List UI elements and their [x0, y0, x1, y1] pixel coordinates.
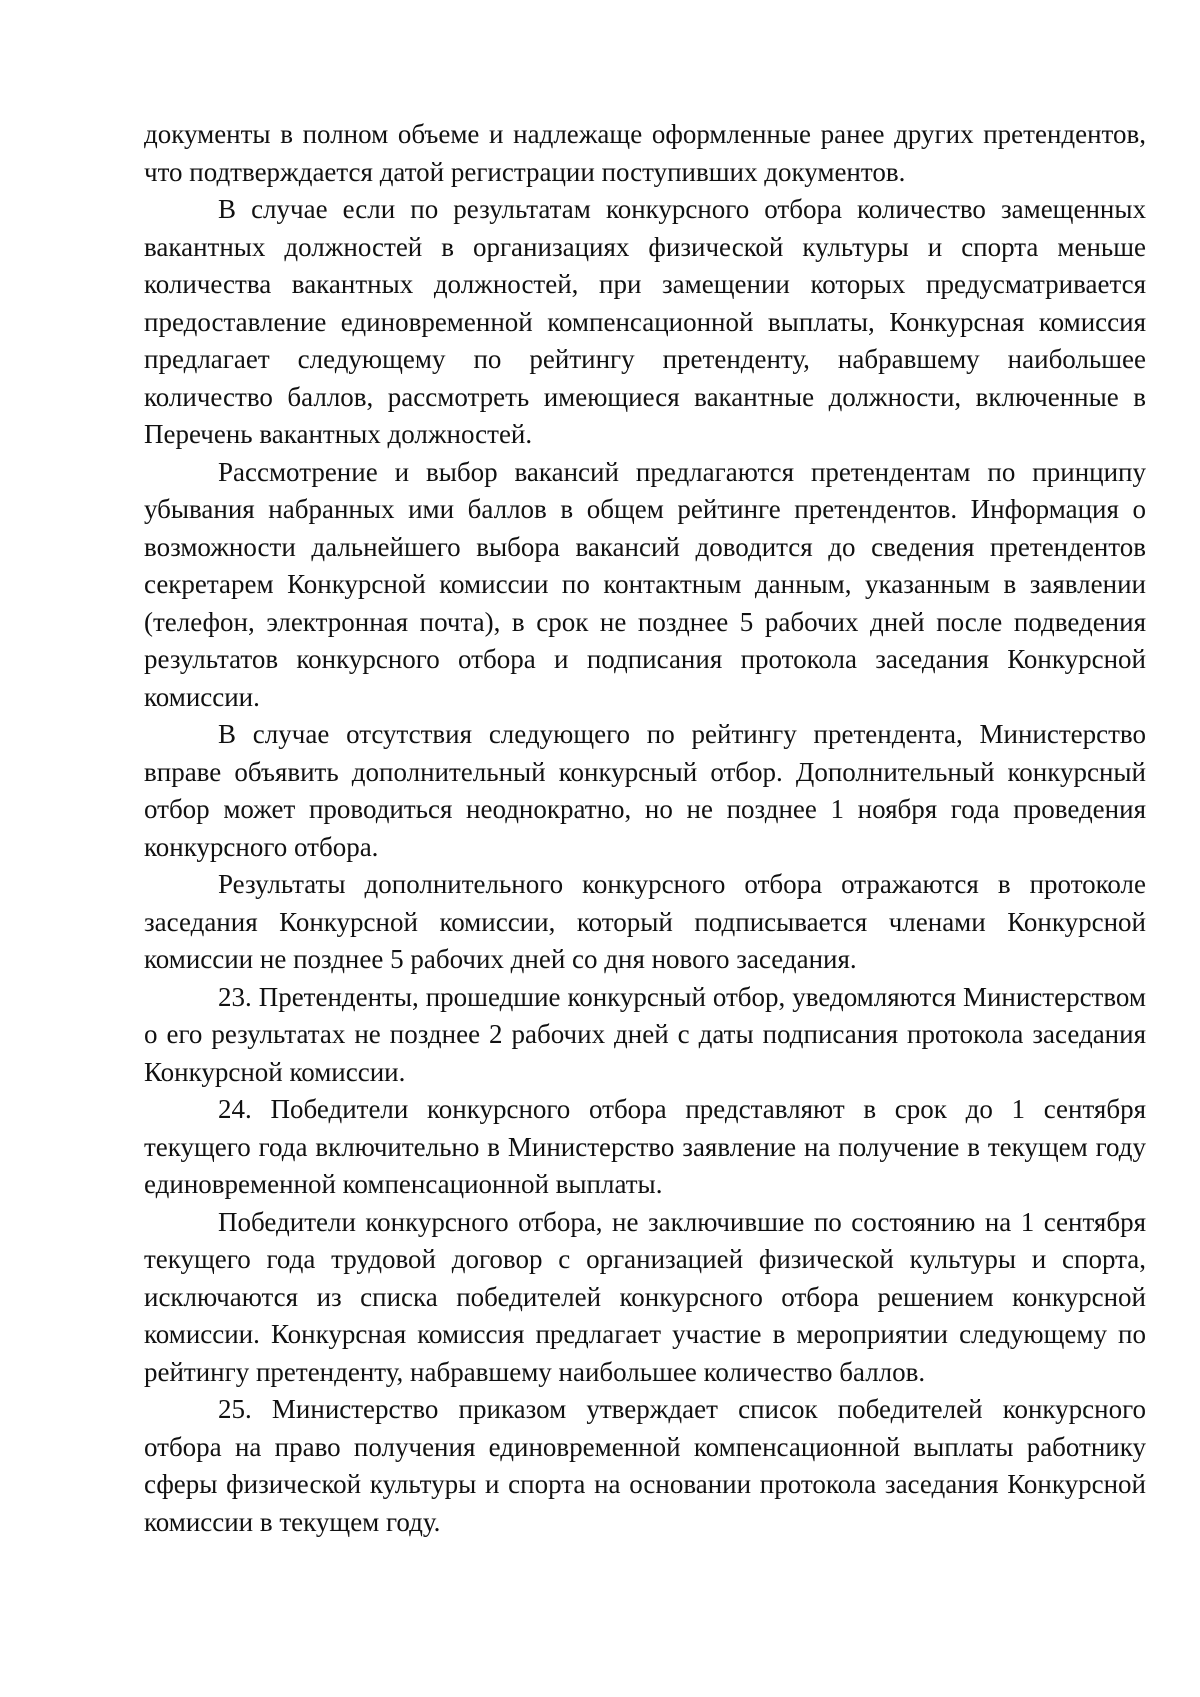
paragraph-continuation: документы в полном объеме и надлежаще оформленные ранее других претендентов, что подтверждается датой регистрации поступивших документов.	[144, 119, 1146, 187]
paragraph-additional-results: Результаты дополнительного конкурсного отбора отражаются в протоколе заседания Конкурсной комиссии, который подписывается членами Конкурсной комиссии не позднее 5 рабочих дней со дня нового заседания.	[144, 869, 1146, 974]
clause-24: 24. Победители конкурсного отбора представляют в срок до 1 сентября текущего года включительно в Министерство заявление на получение в текущем году единовременной компенсационной выплаты.	[144, 1094, 1146, 1199]
paragraph-winners-exclusion: Победители конкурсного отбора, не заключившие по состоянию на 1 сентября текущего года трудовой договор с организацией физической культуры и спорта, исключаются из списка победителей конкурсного отбора решением конкурсной комиссии. Конкурсная комиссия предлагает участие в мероприятии следующему по рейтингу претенденту, набравшему наибольшее количество баллов.	[144, 1206, 1146, 1387]
paragraph-vacancy-shortfall: В случае если по результатам конкурсного отбора количество замещенных вакантных должностей в организациях физической культуры и спорта меньше количества вакантных должностей, при замещении которых предусматривается предоставление единовременной компенсационной выплаты, Конкурсная комиссия предлагает следующему по рейтингу претенденту, набравшему наибольшее количество баллов, рассмотреть имеющиеся вакантные должности, включенные в Перечень вакантных должностей.	[144, 194, 1146, 449]
clause-25: 25. Министерство приказом утверждает список победителей конкурсного отбора на право получения единовременной компенсационной выплаты работнику сферы физической культуры и спорта на основании протокола заседания Конкурсной комиссии в текущем году.	[144, 1394, 1146, 1537]
document-body	[144, 116, 1146, 1541]
clause-23: 23. Претенденты, прошедшие конкурсный отбор, уведомляются Министерством о его результатах не позднее 2 рабочих дней с даты подписания протокола заседания Конкурсной комиссии.	[144, 981, 1146, 1087]
paragraph-additional-selection: В случае отсутствия следующего по рейтингу претендента, Министерство вправе объявить дополнительный конкурсный отбор. Дополнительный конкурсный отбор может проводиться неоднократно, но не позднее 1 ноября года проведения конкурсного отбора.	[144, 719, 1146, 862]
paragraph-vacancy-selection: Рассмотрение и выбор вакансий предлагаются претендентам по принципу убывания набранных ими баллов в общем рейтинге претендентов. Информация о возможности дальнейшего выбора вакансий доводится до сведения претендентов секретарем Конкурсной комиссии по контактным данным, указанным в заявлении (телефон, электронная почта), в срок не позднее 5 рабочих дней после подведения результатов конкурсного отбора и подписания протокола заседания Конкурсной комиссии.	[144, 456, 1146, 712]
